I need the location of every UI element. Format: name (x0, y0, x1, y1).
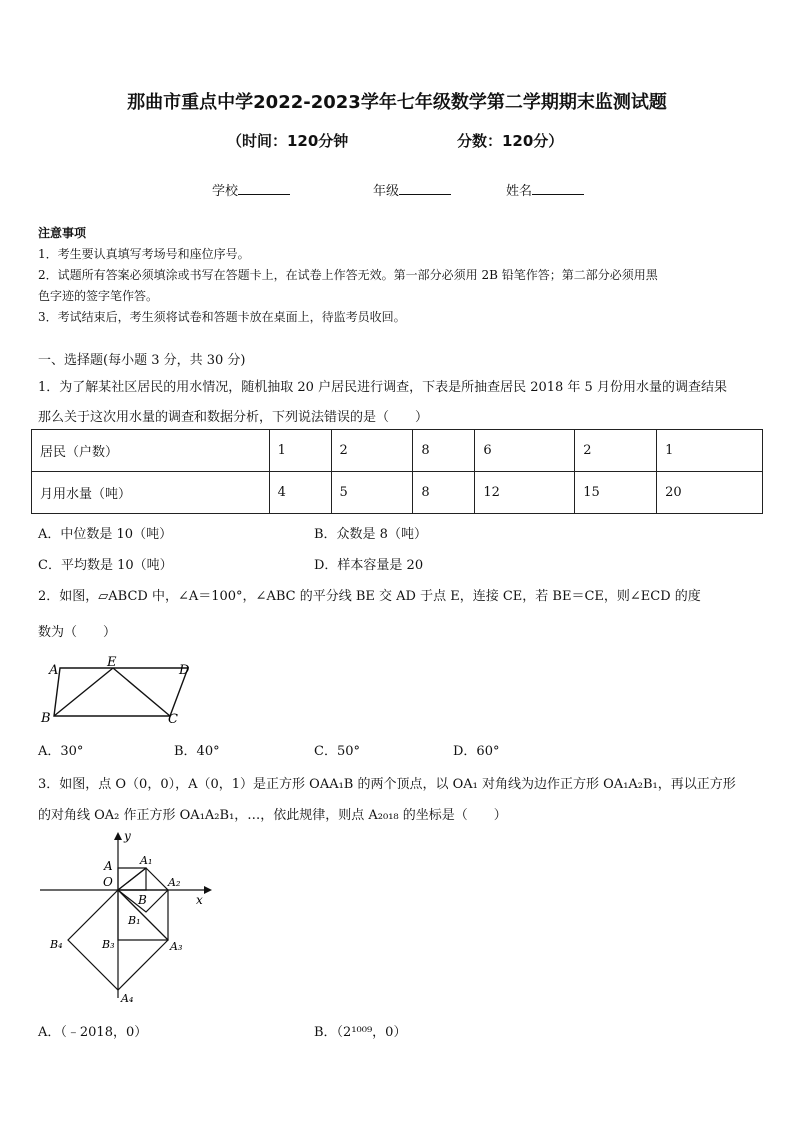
q1-option-b[interactable]: B．众数是 8（吨） (314, 527, 427, 542)
school-field (212, 180, 290, 199)
q1-option-a[interactable]: A．中位数是 10（吨） (38, 527, 173, 542)
label-b4: B₄ (50, 938, 63, 951)
q1-option-d[interactable]: D．样本容量是 20 (314, 558, 424, 573)
q1-line1: 1．为了解某社区居民的用水情况，随机抽取 20 户居民进行调查，下表是所抽查居民 2018 年 5 月份用水量的调查结果 (38, 380, 727, 395)
page-title: 那曲市重点中学2022-2023学年七年级数学第二学期期末监测试题 (127, 92, 667, 113)
table-cell: 12 (475, 472, 575, 514)
segment-be (54, 668, 113, 716)
q1-line2: 那么关于这次用水量的调查和数据分析，下列说法错误的是（ ） (38, 410, 429, 425)
label-c: C (168, 712, 178, 727)
q2-option-c[interactable]: C．50° (314, 744, 360, 759)
table-cell: 1 (269, 430, 331, 472)
table-cell: 8 (413, 472, 475, 514)
table-cell: 5 (331, 472, 413, 514)
x-axis-arrow-icon (204, 886, 212, 894)
q2-option-b[interactable]: B．40° (174, 744, 220, 759)
label-y: y (124, 829, 131, 843)
q2-option-a[interactable]: A．30° (38, 744, 84, 759)
table-cell: 2 (575, 430, 657, 472)
table-cell: 6 (475, 430, 575, 472)
label-a: A (104, 859, 113, 873)
q2-line2: 数为（ ） (38, 625, 117, 640)
grade-blank[interactable] (399, 182, 451, 195)
q3-option-a[interactable]: A．（﹣2018，0） (38, 1025, 148, 1040)
q3-line2: 的对角线 OA₂ 作正方形 OA₁A₂B₁，…，依此规律，则点 A₂₀₁₈ 的坐标是（ ） (38, 808, 507, 823)
school-label: 学校 (212, 184, 239, 199)
label-a4: A₄ (121, 992, 134, 1005)
section-heading: 一、选择题(每小题 3 分，共 30 分) (38, 353, 246, 368)
note-item: 色字迹的签字笔作答。 (38, 289, 159, 303)
label-x: x (196, 893, 203, 907)
squares-figure (36, 828, 216, 1010)
y-axis-arrow-icon (114, 832, 122, 840)
q2-line1: 2．如图，▱ABCD 中，∠A＝100°，∠ABC 的平分线 BE 交 AD 于点 E，连接 CE，若 BE＝CE，则∠ECD 的度 (38, 589, 701, 604)
table-cell: 居民（户数） (32, 430, 270, 472)
name-label: 姓名 (506, 184, 533, 199)
notes-heading: 注意事项 (38, 226, 87, 240)
q2-option-d[interactable]: D．60° (453, 744, 500, 759)
label-a2: A₂ (168, 876, 181, 889)
note-item: 3．考试结束后，考生须将试卷和答题卡放在桌面上，待监考员收回。 (38, 310, 406, 324)
q1-option-c[interactable]: C．平均数是 10（吨） (38, 558, 173, 573)
table-cell: 1 (657, 430, 763, 472)
label-b: B (41, 711, 51, 726)
label-b: B (138, 893, 147, 907)
name-field (506, 180, 584, 199)
segment-ce (113, 668, 170, 716)
school-blank[interactable] (238, 182, 290, 195)
water-usage-table (31, 429, 763, 514)
label-a1: A₁ (140, 854, 153, 867)
grade-label: 年级 (373, 184, 400, 199)
label-a3: A₃ (170, 940, 183, 953)
label-d: D (179, 663, 190, 678)
label-b1: B₁ (128, 914, 141, 927)
table-cell: 8 (413, 430, 475, 472)
q3-option-b[interactable]: B．（2¹⁰⁰⁹，0） (314, 1025, 407, 1040)
table-row (32, 472, 763, 514)
name-blank[interactable] (532, 182, 584, 195)
label-b3: B₃ (102, 938, 115, 951)
grade-field (373, 180, 451, 199)
parallelogram-figure (38, 654, 198, 730)
table-cell: 2 (331, 430, 413, 472)
note-item: 1．考生要认真填写考场号和座位序号。 (38, 247, 250, 261)
label-o: O (103, 875, 113, 889)
table-cell: 月用水量（吨） (32, 472, 270, 514)
note-item: 2．试题所有答案必须填涂或书写在答题卡上，在试卷上作答无效。第一部分必须用 2B 铅笔作答；第二部分必须用黑 (38, 268, 658, 282)
exam-score: 分数：120分） (457, 132, 564, 150)
label-e: E (107, 655, 117, 670)
label-a: A (49, 663, 59, 678)
table-cell: 4 (269, 472, 331, 514)
q3-line1: 3．如图，点 O（0，0），A（0，1）是正方形 OAA₁B 的两个顶点，以 OA₁ 对角线为边作正方形 OA₁A₂B₁，再以正方形 (38, 777, 736, 792)
table-cell: 20 (657, 472, 763, 514)
table-row (32, 430, 763, 472)
table-cell: 15 (575, 472, 657, 514)
exam-time: （时间：120分钟 (227, 132, 349, 150)
